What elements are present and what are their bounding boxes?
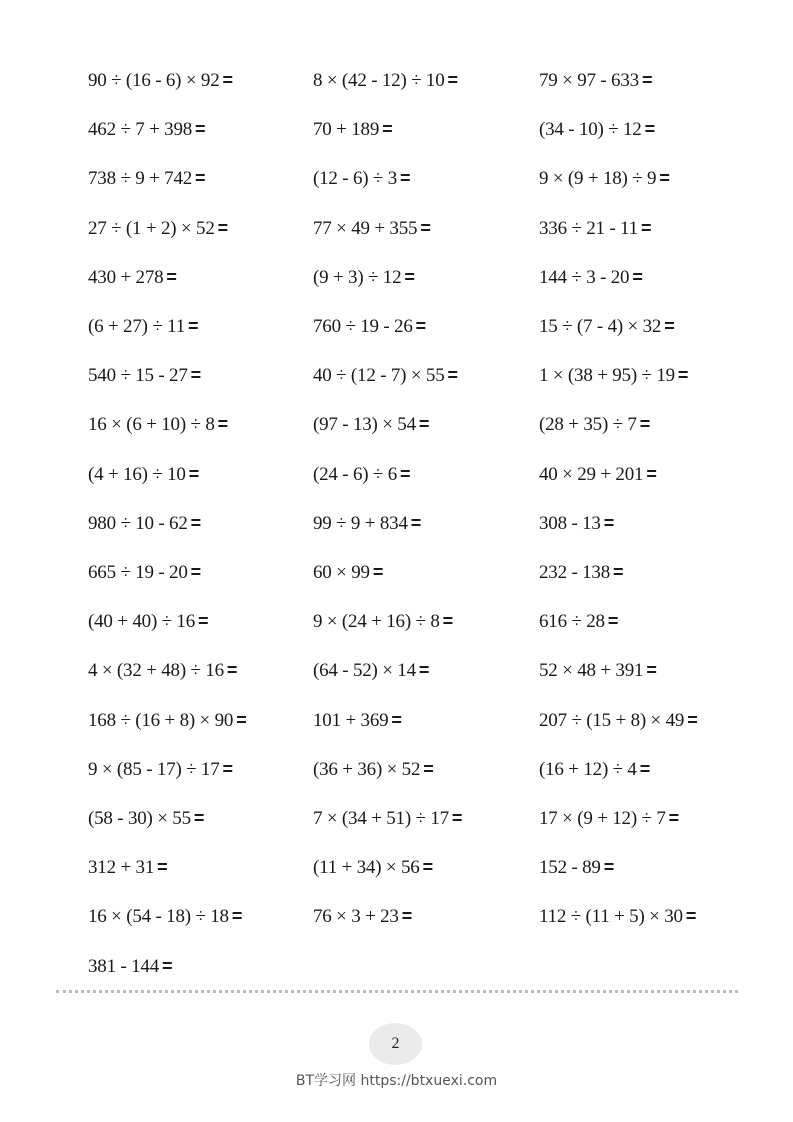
equals-sign: = — [677, 365, 689, 385]
math-problem — [539, 659, 657, 682]
problem-expression: 152 - 89 — [539, 857, 601, 878]
math-problem — [539, 610, 618, 633]
math-problem — [313, 266, 415, 289]
dotted-divider — [56, 990, 738, 993]
math-problem — [539, 905, 696, 928]
equals-sign: = — [222, 759, 233, 779]
math-problem — [313, 315, 426, 338]
math-problem — [88, 659, 237, 682]
math-problem — [539, 807, 679, 830]
math-problem — [88, 709, 247, 732]
math-problem — [539, 69, 652, 92]
equals-sign: = — [418, 660, 430, 680]
equals-sign: = — [668, 808, 679, 828]
math-problem — [88, 364, 201, 387]
math-problem — [539, 217, 651, 240]
page-number: 2 — [391, 1035, 400, 1052]
equals-sign: = — [166, 267, 177, 287]
problem-expression: 308 - 13 — [539, 513, 601, 534]
problem-expression: 90 ÷ (16 - 6) × 92 — [88, 70, 220, 91]
math-problem — [313, 561, 383, 584]
equals-sign: = — [639, 759, 651, 779]
math-problem — [539, 118, 655, 141]
math-problem — [313, 709, 402, 732]
equals-sign: = — [198, 611, 209, 631]
problem-expression: 112 ÷ (11 + 5) × 30 — [539, 906, 683, 927]
equals-sign: = — [659, 168, 670, 188]
math-problem — [88, 955, 172, 978]
problem-expression: 15 ÷ (7 - 4) × 32 — [539, 316, 662, 337]
problem-expression: 760 ÷ 19 - 26 — [313, 316, 413, 337]
equals-sign: = — [632, 267, 643, 287]
equals-sign: = — [415, 316, 426, 336]
problem-expression: 99 ÷ 9 + 834 — [313, 513, 408, 534]
problem-expression: 77 × 49 + 355 — [313, 218, 418, 239]
math-problem — [539, 463, 657, 486]
equals-sign: = — [442, 611, 453, 631]
problem-expression: 738 ÷ 9 + 742 — [88, 168, 193, 189]
problem-expression: 70 + 189 — [313, 119, 380, 140]
math-problem — [539, 315, 675, 338]
problem-expression: 980 ÷ 10 - 62 — [88, 513, 188, 534]
problem-expression: 9 × (24 + 16) ÷ 8 — [313, 611, 440, 632]
equals-sign: = — [226, 660, 238, 680]
math-problem — [313, 512, 421, 535]
math-problem — [88, 905, 242, 928]
equals-sign: = — [217, 414, 228, 434]
math-problem — [88, 807, 204, 830]
problem-expression: 616 ÷ 28 — [539, 611, 605, 632]
equals-sign: = — [607, 611, 619, 631]
problem-expression: 9 × (9 + 18) ÷ 9 — [539, 168, 657, 189]
math-problem — [313, 463, 410, 486]
equals-sign: = — [195, 119, 206, 139]
math-problem — [88, 69, 233, 92]
math-problem — [313, 807, 462, 830]
problem-expression: (12 - 6) ÷ 3 — [313, 168, 398, 189]
equals-sign: = — [639, 414, 651, 434]
problem-expression: 40 ÷ (12 - 7) × 55 — [313, 365, 445, 386]
math-problem — [88, 758, 233, 781]
math-problem — [88, 266, 177, 289]
equals-sign: = — [447, 70, 458, 90]
equals-sign: = — [423, 759, 434, 779]
problem-expression: (36 + 36) × 52 — [313, 759, 421, 780]
math-problem — [539, 561, 623, 584]
math-problem — [539, 512, 614, 535]
problem-expression: 79 × 97 - 633 — [539, 70, 639, 91]
problem-expression: 665 ÷ 19 - 20 — [88, 562, 188, 583]
math-problem — [313, 364, 458, 387]
problem-expression: 430 + 278 — [88, 267, 164, 288]
math-problem — [313, 905, 412, 928]
math-problem — [539, 167, 670, 190]
equals-sign: = — [687, 710, 698, 730]
equals-sign: = — [420, 218, 431, 238]
math-problem — [313, 659, 429, 682]
problem-expression: (34 - 10) ÷ 12 — [539, 119, 642, 140]
equals-sign: = — [664, 316, 675, 336]
equals-sign: = — [231, 906, 243, 926]
problem-expression: 168 ÷ (16 + 8) × 90 — [88, 710, 234, 731]
problem-expression: 232 - 138 — [539, 562, 611, 583]
math-problem — [88, 561, 201, 584]
problem-expression: (28 + 35) ÷ 7 — [539, 414, 637, 435]
equals-sign: = — [646, 464, 657, 484]
equals-sign: = — [188, 316, 199, 336]
problem-expression: (58 - 30) × 55 — [88, 808, 191, 829]
equals-sign: = — [190, 365, 201, 385]
equals-sign: = — [410, 513, 422, 533]
problem-expression: 101 + 369 — [313, 710, 389, 731]
problem-expression: (64 - 52) × 14 — [313, 660, 416, 681]
equals-sign: = — [162, 956, 173, 976]
math-problem — [88, 610, 208, 633]
problem-expression: (11 + 34) × 56 — [313, 857, 420, 878]
problem-expression: (4 + 16) ÷ 10 — [88, 464, 186, 485]
math-problem — [539, 413, 650, 436]
math-problem — [313, 758, 434, 781]
equals-sign: = — [646, 660, 657, 680]
page-number-badge — [369, 1023, 422, 1065]
problem-expression: 7 × (34 + 51) ÷ 17 — [313, 808, 449, 829]
math-problem — [539, 709, 698, 732]
math-problem — [88, 512, 201, 535]
equals-sign: = — [190, 562, 201, 582]
equals-sign: = — [391, 710, 402, 730]
equals-sign: = — [685, 906, 697, 926]
equals-sign: = — [447, 365, 458, 385]
equals-sign: = — [195, 168, 206, 188]
problem-expression: 144 ÷ 3 - 20 — [539, 267, 630, 288]
math-problem — [88, 413, 228, 436]
equals-sign: = — [382, 119, 393, 139]
equals-sign: = — [188, 464, 200, 484]
math-problem — [539, 758, 650, 781]
equals-sign: = — [603, 513, 615, 533]
equals-sign: = — [640, 218, 652, 238]
math-problem — [313, 413, 429, 436]
problem-expression: 52 × 48 + 391 — [539, 660, 644, 681]
problem-expression: 60 × 99 — [313, 562, 370, 583]
math-problem — [88, 315, 198, 338]
equals-sign: = — [401, 906, 413, 926]
problem-expression: 312 + 31 — [88, 857, 155, 878]
problem-expression: 381 - 144 — [88, 956, 160, 977]
problem-expression: (6 + 27) ÷ 11 — [88, 316, 185, 337]
equals-sign: = — [418, 414, 430, 434]
problem-expression: 16 × (54 - 18) ÷ 18 — [88, 906, 229, 927]
math-problem — [313, 167, 410, 190]
equals-sign: = — [236, 710, 247, 730]
problem-expression: 16 × (6 + 10) ÷ 8 — [88, 414, 215, 435]
problem-expression: (97 - 13) × 54 — [313, 414, 416, 435]
math-problem — [539, 856, 614, 879]
equals-sign: = — [157, 857, 168, 877]
problem-expression: 27 ÷ (1 + 2) × 52 — [88, 218, 215, 239]
problem-expression: 76 × 3 + 23 — [313, 906, 399, 927]
problem-expression: (9 + 3) ÷ 12 — [313, 267, 402, 288]
equals-sign: = — [603, 857, 615, 877]
problem-expression: 336 ÷ 21 - 11 — [539, 218, 638, 239]
math-problem — [88, 118, 205, 141]
math-problem — [313, 69, 458, 92]
equals-sign: = — [404, 267, 415, 287]
problem-expression: 1 × (38 + 95) ÷ 19 — [539, 365, 675, 386]
equals-sign: = — [422, 857, 433, 877]
problem-expression: (40 + 40) ÷ 16 — [88, 611, 195, 632]
math-problem — [313, 610, 453, 633]
equals-sign: = — [372, 562, 384, 582]
equals-sign: = — [190, 513, 201, 533]
equals-sign: = — [400, 168, 411, 188]
problem-expression: 462 ÷ 7 + 398 — [88, 119, 193, 140]
equals-sign: = — [400, 464, 411, 484]
math-problem — [88, 167, 205, 190]
problem-expression: 40 × 29 + 201 — [539, 464, 644, 485]
problem-expression: 207 ÷ (15 + 8) × 49 — [539, 710, 685, 731]
problem-expression: 8 × (42 - 12) ÷ 10 — [313, 70, 445, 91]
equals-sign: = — [217, 218, 228, 238]
math-problem — [88, 463, 199, 486]
equals-sign: = — [644, 119, 655, 139]
problem-expression: (16 + 12) ÷ 4 — [539, 759, 637, 780]
equals-sign: = — [613, 562, 624, 582]
math-problem — [313, 118, 392, 141]
math-problem — [539, 364, 688, 387]
equals-sign: = — [641, 70, 653, 90]
equals-sign: = — [451, 808, 463, 828]
problem-expression: 4 × (32 + 48) ÷ 16 — [88, 660, 224, 681]
math-problem — [539, 266, 643, 289]
problem-expression: (24 - 6) ÷ 6 — [313, 464, 398, 485]
problem-expression: 540 ÷ 15 - 27 — [88, 365, 188, 386]
equals-sign: = — [193, 808, 205, 828]
problem-expression: 17 × (9 + 12) ÷ 7 — [539, 808, 666, 829]
problem-expression: 9 × (85 - 17) ÷ 17 — [88, 759, 220, 780]
math-problem — [313, 217, 431, 240]
site-footer-text: BT学习网 https://btxuexi.com — [295, 1073, 498, 1089]
math-problem — [88, 217, 228, 240]
equals-sign: = — [222, 70, 233, 90]
math-problem — [88, 856, 167, 879]
math-problem — [313, 856, 433, 879]
